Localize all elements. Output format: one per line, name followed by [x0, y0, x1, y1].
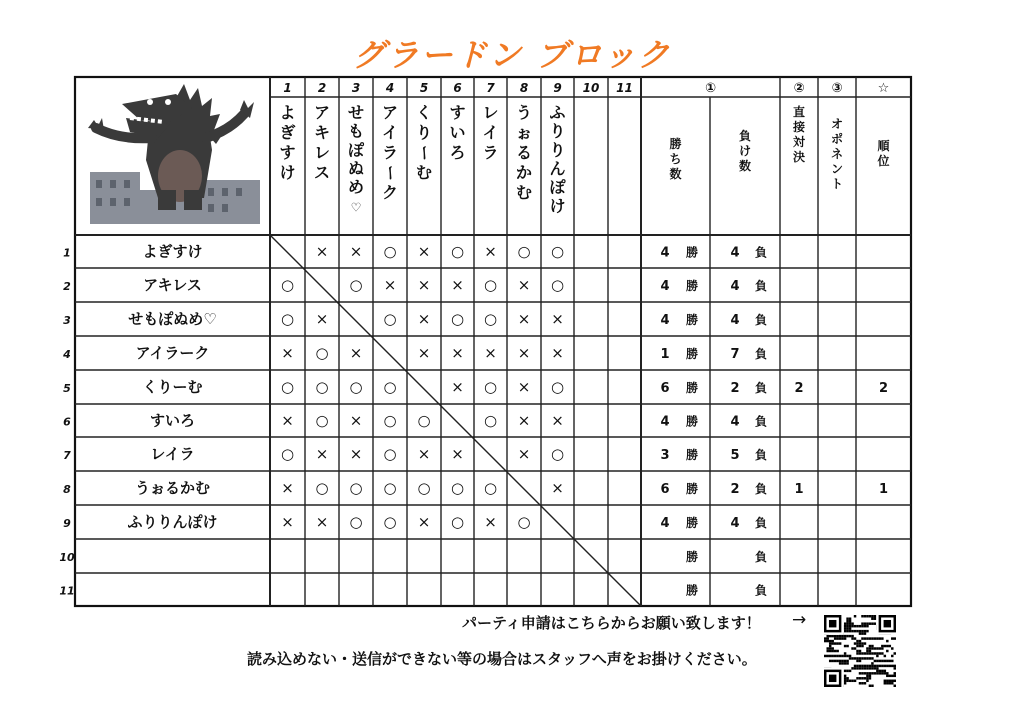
losses-suffix: 負: [754, 550, 768, 564]
stat-label-char: ポ: [830, 132, 844, 146]
win-mark: ○: [383, 378, 397, 396]
stat-label-char: け: [738, 144, 752, 158]
stat-label-char: 数: [738, 159, 752, 173]
column-name-char: レ: [482, 103, 499, 122]
losses-suffix: 負: [754, 347, 768, 361]
column-name-char: キ: [313, 123, 331, 142]
column-number: 1: [283, 81, 292, 95]
wins-count: 6: [660, 482, 670, 497]
column-name-char: ふ: [549, 103, 566, 122]
win-mark: ○: [450, 242, 465, 261]
wins-suffix: 勝: [685, 414, 699, 429]
column-number: 9: [553, 81, 562, 95]
loss-mark: ×: [417, 513, 431, 531]
losses-suffix: 負: [754, 482, 768, 496]
arrow-right-icon: →: [792, 610, 807, 630]
column-name-char: め: [347, 177, 365, 197]
staff-help-note: 読み込めない・送信ができない等の場合はスタッフへ声をお掛けください。: [247, 650, 757, 668]
column-name-char: か: [515, 163, 533, 182]
loss-mark: ×: [484, 344, 497, 362]
player-name: レイラ: [150, 445, 195, 463]
stat-marker: ☆: [877, 81, 890, 96]
monster-illustration-icon: [80, 80, 266, 228]
loss-mark: ×: [349, 242, 363, 261]
stat-label-char: 位: [877, 154, 890, 168]
win-mark: ○: [517, 242, 531, 261]
win-mark: ○: [450, 513, 465, 531]
player-name: アキレス: [143, 276, 202, 294]
win-mark: ○: [315, 344, 329, 362]
losses-suffix: 負: [754, 414, 768, 429]
win-mark: ○: [517, 513, 531, 531]
win-mark: ○: [280, 445, 295, 463]
win-mark: ○: [550, 242, 565, 261]
losses-suffix: 負: [754, 279, 768, 293]
column-name-char: る: [515, 143, 533, 162]
column-name-char: ラ: [482, 143, 499, 162]
loss-mark: ×: [517, 378, 531, 396]
column-name-char: ア: [381, 103, 399, 122]
win-mark: ○: [417, 479, 431, 497]
party-request-note: パーティ申請はこちらからお願い致します！: [462, 614, 761, 632]
stat-label-char: 対: [792, 135, 806, 149]
player-name: よぎすけ: [142, 242, 203, 261]
loss-mark: ×: [417, 344, 431, 362]
loss-mark: ×: [349, 411, 363, 430]
wins-suffix: 勝: [685, 550, 699, 564]
loss-mark: ×: [551, 344, 564, 362]
win-mark: ○: [349, 378, 363, 396]
win-mark: ○: [450, 479, 465, 497]
player-name: ふりりんぽけ: [127, 513, 218, 531]
wins-count: 6: [660, 381, 670, 396]
wins-count: 4: [660, 245, 670, 261]
column-name-char: く: [415, 103, 433, 122]
loss-mark: ×: [517, 411, 531, 430]
column-name-char: け: [279, 163, 296, 182]
stat-label-char: ト: [830, 177, 844, 191]
stat-label-char: ネ: [830, 147, 844, 161]
wins-count: 4: [660, 313, 670, 328]
qr-code-icon[interactable]: [824, 615, 896, 687]
losses-suffix: 負: [754, 313, 768, 327]
column-name-char: ろ: [449, 143, 466, 162]
loss-mark: ×: [315, 242, 329, 261]
win-mark: ○: [550, 276, 565, 294]
losses-count: 7: [730, 347, 740, 362]
loss-mark: ×: [417, 242, 431, 261]
direct-match-value: 2: [794, 381, 804, 396]
player-name: せもぽぬめ♡: [128, 310, 217, 328]
column-name-char: ラ: [381, 143, 399, 162]
loss-mark: ×: [451, 276, 464, 294]
player-name: アイラーク: [135, 344, 210, 362]
wins-suffix: 勝: [685, 448, 699, 462]
win-mark: ○: [550, 378, 565, 396]
losses-count: 2: [730, 482, 740, 497]
loss-mark: ×: [349, 344, 363, 362]
win-mark: ○: [483, 276, 498, 294]
win-mark: ○: [315, 479, 329, 497]
stat-label-char: 順: [877, 139, 890, 153]
page-title: グラードン ブロック: [352, 36, 672, 74]
stat-label-char: ち: [669, 152, 682, 166]
column-number: 10: [582, 81, 600, 95]
stat-label-char: 直: [792, 105, 806, 119]
row-number: 6: [63, 415, 71, 429]
loss-mark: ×: [517, 276, 531, 294]
column-name-char: す: [279, 143, 296, 162]
loss-mark: ×: [551, 479, 564, 497]
row-number: 8: [63, 483, 71, 496]
column-name-char: ん: [549, 159, 566, 178]
player-name: くりーむ: [142, 378, 203, 396]
column-name-char: ク: [381, 183, 399, 202]
stat-label-char: オ: [830, 117, 844, 131]
column-name-char: ス: [313, 163, 331, 182]
column-name-char: イ: [482, 123, 499, 142]
stat-label-char: 負: [738, 129, 752, 143]
losses-count: 5: [730, 448, 740, 463]
win-mark: ○: [383, 445, 397, 463]
column-number: 7: [486, 81, 495, 95]
row-number: 4: [63, 348, 71, 361]
player-name: うぉるかむ: [134, 479, 211, 497]
win-mark: ○: [349, 513, 363, 531]
row-number: 2: [63, 280, 71, 293]
win-mark: ○: [383, 242, 397, 261]
loss-mark: ×: [417, 445, 431, 463]
losses-count: 4: [730, 245, 740, 261]
win-mark: ○: [383, 310, 397, 328]
row-number: 5: [63, 382, 71, 395]
direct-match-value: 1: [794, 482, 804, 497]
column-name-char: う: [515, 103, 533, 122]
player-name: すいろ: [149, 411, 196, 430]
loss-mark: ×: [517, 310, 531, 328]
win-mark: ○: [280, 378, 295, 396]
column-name-char: り: [549, 121, 566, 141]
row-number: 11: [59, 584, 75, 598]
losses-suffix: 負: [754, 381, 768, 395]
loss-mark: ×: [417, 276, 431, 294]
win-mark: ○: [383, 513, 397, 531]
column-name-char: ぽ: [347, 140, 365, 160]
column-name-char: よ: [279, 103, 296, 122]
column-name-char: ぎ: [279, 123, 296, 142]
loss-mark: ×: [451, 344, 464, 362]
win-mark: ○: [483, 378, 498, 396]
losses-suffix: 負: [754, 448, 768, 462]
wins-suffix: 勝: [685, 482, 699, 496]
column-name-char: り: [549, 140, 566, 160]
wins-suffix: 勝: [685, 381, 699, 395]
column-number: 11: [616, 81, 633, 95]
losses-count: 4: [730, 516, 740, 531]
loss-mark: ×: [451, 445, 464, 463]
column-name-char: り: [415, 123, 433, 142]
wins-suffix: 勝: [685, 583, 699, 598]
win-mark: ○: [383, 411, 397, 430]
loss-mark: ×: [315, 513, 329, 531]
stat-marker: ②: [793, 81, 805, 96]
win-mark: ○: [315, 411, 329, 430]
loss-mark: ×: [417, 310, 431, 328]
losses-count: 4: [730, 414, 740, 430]
row-number: 7: [63, 449, 71, 462]
column-name-char: む: [415, 163, 433, 182]
win-mark: ○: [417, 411, 431, 430]
rank-value: 2: [878, 381, 889, 396]
losses-suffix: 負: [754, 583, 768, 598]
row-number: 1: [63, 246, 71, 260]
column-name-char: イ: [381, 123, 399, 142]
loss-mark: ×: [451, 378, 464, 396]
win-mark: ○: [483, 310, 498, 328]
loss-mark: ×: [281, 411, 294, 430]
column-name-char: す: [449, 103, 466, 122]
column-number: 6: [453, 81, 462, 95]
column-number: 8: [519, 81, 529, 95]
column-name-char: ぽ: [549, 177, 566, 197]
stat-label-char: 勝: [669, 137, 682, 151]
wins-suffix: 勝: [685, 313, 699, 327]
loss-mark: ×: [517, 445, 531, 463]
wins-count: 4: [660, 414, 670, 430]
column-name-char: せ: [347, 103, 365, 122]
wins-suffix: 勝: [685, 279, 699, 293]
win-mark: ○: [550, 445, 565, 463]
losses-count: 4: [730, 313, 740, 328]
win-mark: ○: [280, 276, 295, 294]
wins-count: 4: [660, 516, 670, 531]
column-name-char: ー: [415, 144, 434, 162]
stat-label-char: ン: [830, 162, 844, 176]
column-name-char: も: [347, 121, 365, 141]
loss-mark: ×: [517, 344, 531, 362]
column-name-char: ア: [313, 103, 331, 122]
wins-count: 4: [660, 279, 670, 294]
loss-mark: ×: [281, 344, 294, 362]
rank-value: 1: [878, 482, 889, 497]
wins-suffix: 勝: [685, 516, 699, 530]
wins-suffix: 勝: [685, 347, 699, 361]
win-mark: ○: [483, 411, 498, 430]
loss-mark: ×: [484, 242, 497, 261]
win-mark: ○: [349, 479, 363, 497]
stat-label-char: 数: [669, 167, 682, 181]
loss-mark: ×: [281, 479, 294, 497]
column-name-char: い: [449, 123, 466, 142]
win-mark: ○: [383, 479, 397, 497]
loss-mark: ×: [484, 513, 497, 531]
column-name-char: ぉ: [515, 123, 533, 142]
loss-mark: ×: [281, 513, 294, 531]
column-number: 4: [385, 81, 395, 95]
column-name-char: ー: [381, 164, 400, 182]
row-number: 10: [59, 551, 75, 564]
loss-mark: ×: [551, 411, 564, 430]
losses-suffix: 負: [754, 516, 768, 530]
column-number: 3: [351, 81, 361, 95]
loss-mark: ×: [551, 310, 564, 328]
stat-label-char: 決: [792, 150, 806, 164]
losses-suffix: 負: [754, 245, 768, 260]
loss-mark: ×: [383, 276, 397, 294]
losses-count: 4: [730, 279, 740, 294]
win-mark: ○: [315, 378, 329, 396]
column-number: 5: [419, 81, 429, 95]
stat-marker: ③: [831, 81, 843, 96]
loss-mark: ×: [315, 310, 329, 328]
column-name-char: ♡: [350, 200, 362, 215]
column-name-char: け: [549, 196, 566, 216]
win-mark: ○: [483, 479, 498, 497]
stat-label-char: 接: [792, 120, 806, 134]
win-mark: ○: [450, 310, 465, 328]
wins-count: 3: [660, 448, 670, 463]
column-number: 2: [317, 81, 327, 95]
loss-mark: ×: [315, 445, 329, 463]
wins-suffix: 勝: [685, 245, 699, 260]
losses-count: 2: [730, 381, 740, 396]
column-name-char: ぬ: [347, 159, 365, 178]
stat-marker: ①: [704, 81, 717, 96]
column-name-char: レ: [313, 143, 331, 162]
row-number: 9: [63, 517, 71, 530]
win-mark: ○: [349, 276, 363, 294]
row-number: 3: [63, 314, 71, 327]
column-name-char: む: [515, 183, 533, 202]
win-mark: ○: [280, 310, 295, 328]
loss-mark: ×: [349, 445, 363, 463]
wins-count: 1: [660, 347, 670, 362]
